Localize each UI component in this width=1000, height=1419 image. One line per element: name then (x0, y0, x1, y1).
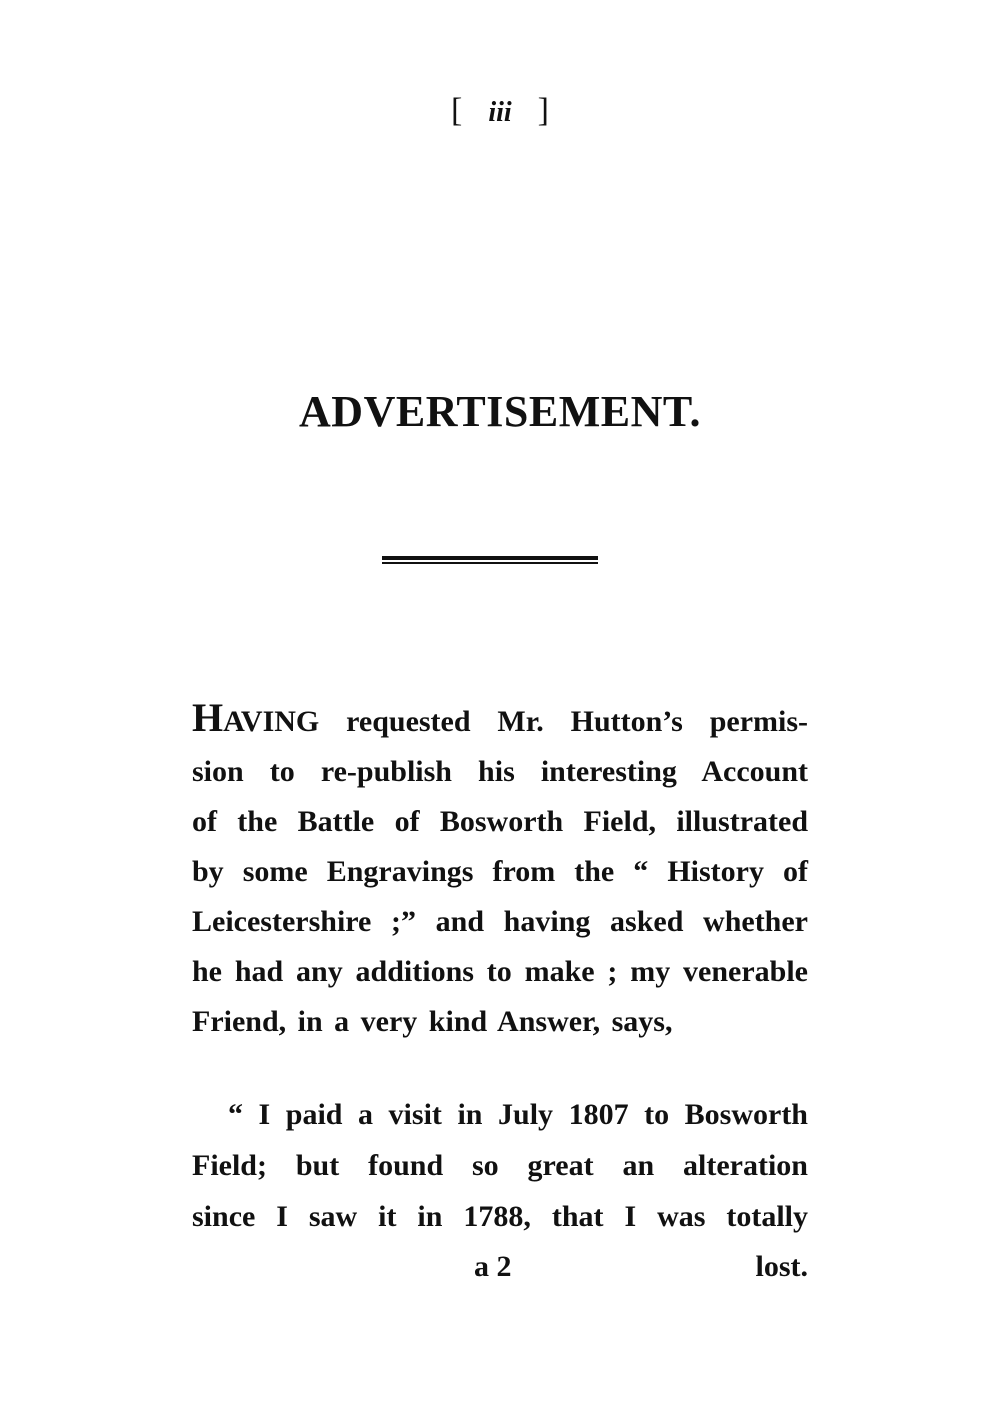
page-title: ADVERTISEMENT. (299, 387, 701, 436)
page-number (0, 92, 1000, 130)
open-bracket: [ (451, 92, 463, 129)
signature-mark: a 2 (474, 1250, 512, 1283)
paragraph-1-line-3: of the Battle of Bosworth Field, illustrated (192, 805, 808, 838)
paragraph-1-line-4: by some Engravings from the “ History of (192, 855, 808, 888)
catchword: lost. (755, 1250, 808, 1283)
paragraph-1-line-6: he had any additions to make ; my venerable (192, 955, 808, 988)
paragraph-1-line-1 (192, 695, 808, 740)
close-bracket: ] (537, 92, 549, 129)
paragraph-1-line-7: Friend, in a very kind Answer, says, (192, 1005, 673, 1038)
paragraph-2-line-1: “ I paid a visit in July 1807 to Bosworth (228, 1098, 808, 1131)
paragraph-1-line-2: sion to re-publish his interesting Account (192, 755, 808, 788)
page-number-value: iii (488, 97, 512, 128)
drop-cap: H (192, 695, 224, 740)
paragraph-2-line-2: Field; but found so great an alteration (192, 1149, 808, 1182)
line-text: AVING requested Mr. Hutton’s permis- (223, 705, 808, 738)
paragraph-1-line-5: Leicestershire ;” and having asked whether (192, 905, 808, 938)
paragraph-2-line-3: since I saw it in 1788, that I was totally (192, 1200, 808, 1233)
